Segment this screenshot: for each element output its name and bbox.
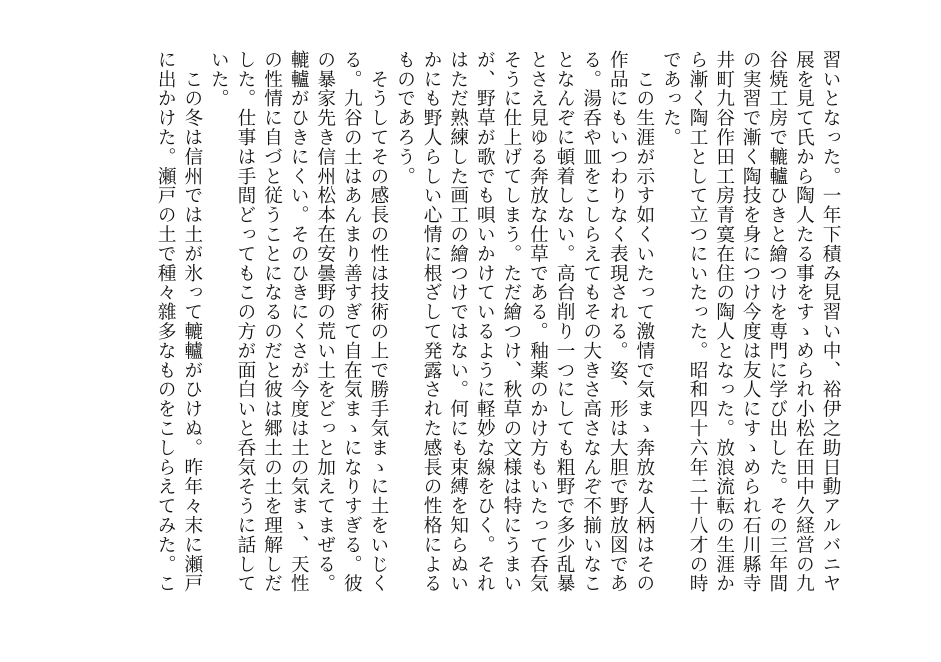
text-line: この冬は信州では土が氷って轆轤がひけぬ。昨年々末に瀬戸 — [181, 50, 203, 594]
text-line: の性情に自づと従うことになるのだと彼は郷土の土を理解しだ — [261, 50, 283, 594]
text-line: 轆轤がひきにくい。そのひきにくさが今度は土の気まゝ、天性 — [288, 50, 310, 594]
text-line: 作品にもいつわりなく表現される。姿、形は大胆で野放図であ — [607, 50, 629, 594]
text-line: はただ熟練した画工の繪つけではない。何にも束縛を知らぬい — [447, 50, 469, 594]
text-line: いた。 — [208, 50, 230, 109]
text-line: であった。 — [660, 50, 682, 147]
text-line: となんぞに頓着しない。高台削り一つにしても粗野で多少乱暴 — [554, 50, 576, 594]
text-line: 習いとなった。一年下積み見習い中、裕伊之助日動アルバニヤ — [820, 50, 841, 594]
text-line: そうに仕上げてしまう。ただ繪つけ、秋草の文様は特にうまい — [500, 50, 522, 594]
text-line: とさえ見ゆる奔放な仕草である。釉薬のかけ方もいたって呑気 — [527, 50, 549, 594]
text-line: が、野草が歌でも唄いかけているように軽妙な線をひく。それ — [474, 50, 496, 594]
text-line: 展を見て氏から陶人たる事をすゝめられ小松在田中久経営の九 — [793, 50, 815, 594]
text-line: そうしてその感長の性は技術の上で勝手気まゝに土をいじく — [367, 50, 389, 594]
text-line: かにも野人らしい心情に根ざして発露された感長の性格による — [421, 50, 443, 594]
vertical-text-block — [152, 50, 843, 610]
text-line: この生涯が示す如くいたって激情で気まゝ奔放な人柄はその — [633, 50, 655, 594]
text-line: ものであろう。 — [394, 50, 416, 186]
text-line: の実習で漸く陶技を身につけ今度は友人にすゝめられ石川縣寺 — [740, 50, 762, 594]
text-line: る。湯呑や皿をこしらえてもその大きさ高さなんぞ不揃いなこ — [580, 50, 602, 594]
text-line: に出かけた。瀬戸の土で種々雜多なものをこしらえてみた。こ — [155, 50, 177, 594]
text-line: 井町九谷作田工房青寞在住の陶人となった。放浪流転の生涯か — [713, 50, 735, 594]
text-line: した。仕事は手間どってもこの方が面白いと呑気そうに話して — [234, 50, 256, 594]
text-line: の暴家先き信州松本在安曇野の荒い土をどっと加えてまぜる。 — [314, 50, 336, 594]
text-line: る。九谷の土はあんまり善すぎて自在気まゝになりすぎる。彼 — [341, 50, 363, 594]
text-line: ら漸く陶工として立つにいたった。昭和四十六年二十八才の時 — [687, 50, 709, 594]
text-line: 谷焼工房で轆轤ひきと繪つけを専門に学び出した。その三年間 — [766, 50, 788, 594]
